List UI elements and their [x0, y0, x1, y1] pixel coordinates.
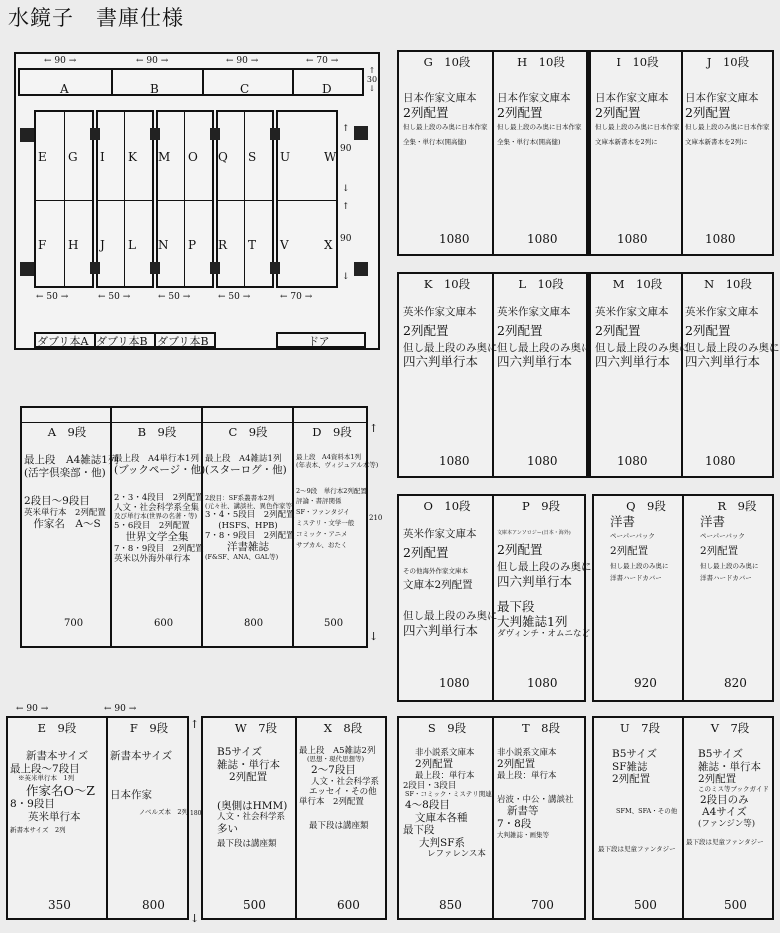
text-line: 8・9段目	[10, 797, 55, 810]
shelf-total: 800	[142, 898, 165, 912]
text-line: 但し最上段のみ奥に	[497, 341, 592, 354]
text-line: 岩波・中公・講談社	[497, 794, 574, 805]
fp-letter: K	[128, 150, 137, 164]
shelf-col-r	[700, 498, 774, 583]
fp-bottom-dim: ← 50 →	[98, 292, 131, 302]
text-line: 洋書ハードカバー	[700, 574, 752, 583]
text-line: B 9段	[137, 425, 177, 439]
shelf-total: 820	[724, 676, 747, 690]
fp-label-c: C	[240, 82, 250, 96]
text-line: 7・8・9段目 2列配置	[205, 530, 295, 541]
text-line: 最上段 A4雑誌1列	[24, 454, 119, 466]
text-line: 四六判単行本	[497, 573, 573, 589]
text-line: 2列配置	[415, 758, 454, 771]
fp-letter: X	[324, 238, 333, 252]
fp-bottom-dim: ← 50 →	[36, 292, 69, 302]
page-title: 水鏡子 書庫仕様	[8, 6, 184, 30]
text-line: 日本作家文庫本	[403, 92, 477, 104]
text-line: 文庫本各種	[415, 811, 468, 824]
fp-label-a: A	[60, 82, 69, 96]
shelf-total: 1080	[439, 454, 470, 468]
shelf-total: 1080	[439, 676, 470, 690]
text-line: P 9段	[521, 499, 561, 513]
shelf-total: 500	[724, 898, 747, 912]
text-line: 但し最上段のみ奥に	[403, 341, 498, 354]
text-line: ノベルズ本 2列	[138, 808, 188, 817]
text-line: S 9段	[427, 721, 467, 735]
text-line: 英米作家文庫本	[403, 306, 477, 318]
text-line: 2列配置	[685, 322, 731, 338]
text-line: 最下段は講座類	[217, 839, 277, 850]
text-line: 2列配置	[595, 322, 641, 338]
shelf-total: 850	[439, 898, 462, 912]
text-line: 四六判単行本	[403, 354, 479, 370]
shelf-total: 1080	[439, 232, 470, 246]
shelf-col-e	[10, 720, 104, 835]
shelf-col-t	[497, 720, 585, 840]
fp-rack-il	[96, 110, 154, 288]
fp-letter: W	[324, 150, 337, 164]
text-line: B5サイズ	[217, 746, 263, 758]
text-line: 単行本 2列配置	[299, 796, 364, 807]
shelf-total: 920	[634, 676, 657, 690]
text-line: G 10段	[423, 55, 471, 69]
text-line: 洋書	[610, 514, 636, 529]
text-line: T 8段	[522, 721, 560, 735]
shelf-group-kn	[397, 272, 780, 478]
text-line: 作家名 A〜S	[33, 517, 101, 530]
text-line: エッセイ・その他	[309, 786, 377, 797]
text-line: 2〜7段目	[311, 763, 356, 776]
text-line: コミック・アニメ	[296, 529, 348, 538]
text-line: 新書本サイズ	[110, 750, 173, 762]
text-line: 2〜9段 単行本2列配置	[296, 486, 367, 495]
text-line: L 10段	[518, 277, 564, 291]
text-line: (ブックページ・他)	[114, 464, 206, 477]
text-line: K 10段	[423, 277, 471, 291]
shelf-col-c	[205, 424, 295, 561]
text-line: 3・4・5段目 2列配置	[205, 510, 295, 521]
text-line: 2段目・3段目	[403, 780, 457, 791]
shelf-total: 1080	[705, 232, 736, 246]
text-line: 最上段：単行本	[415, 770, 475, 781]
text-line: 2段目：SF系叢書本2列	[205, 493, 275, 502]
text-line: 四六判単行本	[403, 622, 479, 638]
fp-label-b: B	[150, 82, 159, 96]
text-line: 洋書雑誌	[227, 540, 269, 553]
text-line: 日本作家文庫本	[685, 92, 759, 104]
text-line: Q 9段	[626, 499, 666, 513]
text-line: 四六判単行本	[595, 354, 671, 370]
text-line: 最上段：単行本	[497, 770, 557, 781]
text-line: 新書等	[507, 805, 539, 818]
text-line: 非小説系文庫本	[415, 748, 475, 758]
text-line: U 7段	[619, 721, 660, 735]
text-line: 2列配置	[700, 544, 739, 557]
text-line: 最上段 A4単行本1列	[114, 454, 199, 464]
shelf-total: 500	[324, 618, 344, 629]
fp-rack-ux	[276, 110, 338, 288]
fp-letter: V	[280, 238, 289, 252]
shelf-col-u	[598, 720, 682, 853]
shelf-group-wx	[201, 716, 387, 920]
shelf-col-l	[497, 276, 592, 370]
shelf-col-s	[403, 720, 491, 860]
text-line: (HSFS、HPB)	[218, 520, 278, 531]
text-line: 人文・社会科学系	[311, 776, 380, 787]
floorplan: ← 90 → ← 90 → ← 90 → ← 70 → ↑ 30 ↓ A B C D E G I K M O Q S U W F H J L N P R T V X ↑ 90 ↓ ↑ 90 ↓ ← 50 → ← 50 → ← 50 → ← 50 → ← 70 → ダブリ本A ダブリ本B ダブリ本B ドア	[14, 52, 380, 350]
text-line: 但し最上段のみ奥に	[700, 562, 759, 571]
ef-right-dim: 180	[190, 810, 202, 817]
text-line: 2段目のみ	[700, 793, 749, 806]
shelf-total: 1080	[527, 232, 558, 246]
text-line: 作家名O〜Z	[26, 782, 95, 798]
text-line: 最下段は児童ファンタジー	[686, 837, 764, 846]
text-line: F 9段	[129, 721, 169, 735]
shelf-total: 700	[64, 618, 84, 629]
text-line: 但し最上段のみ奥に	[403, 609, 498, 622]
text-line: 英米作家文庫本	[497, 306, 571, 318]
text-line: ダヴィンチ・オムニなど	[497, 628, 590, 639]
fp-bottom-dim: ← 50 →	[158, 292, 191, 302]
shelf-total: 800	[244, 618, 264, 629]
text-line: R 9段	[717, 499, 757, 513]
text-line: E 9段	[37, 721, 77, 735]
fp-letter: R	[218, 238, 228, 252]
ef-dim: ← 90 →	[104, 704, 137, 714]
fp-letter: S	[248, 150, 257, 164]
fp-dim-d: ← 70 →	[306, 56, 339, 66]
text-line: 英米以外海外単行本	[114, 553, 191, 564]
text-line: 最下段は講座類	[309, 821, 369, 832]
text-line: 世界文学全集	[125, 531, 189, 544]
shelf-col-b	[114, 424, 206, 564]
text-line: SF・コミック・ミステリ関連	[405, 790, 492, 799]
text-line: ペーパーバック	[700, 532, 745, 540]
fp-letter: J	[100, 238, 105, 252]
text-line: ミステリ・文学一般	[296, 518, 355, 527]
text-line: 最上段 A5雑誌2列	[299, 746, 376, 756]
text-line: 2列配置	[610, 544, 649, 557]
text-line: X 8段	[323, 721, 363, 735]
text-line: 最上段〜7段目	[10, 762, 80, 775]
text-line: 新書本サイズ	[26, 750, 89, 762]
text-line: B5サイズ	[612, 748, 658, 760]
text-line: N 10段	[704, 277, 752, 291]
fp-letter: T	[248, 238, 257, 252]
fp-side-dim: 90	[340, 144, 352, 154]
fp-letter: M	[158, 150, 171, 164]
fp-letter: P	[188, 238, 197, 252]
shelf-total: 1080	[527, 454, 558, 468]
shelf-total: 1080	[617, 454, 648, 468]
shelf-col-w	[217, 720, 295, 849]
text-line: 及び単行本(世界の名著・等)	[114, 512, 198, 521]
text-line: 文庫本2列配置	[403, 579, 473, 592]
text-line: 最下段は児童ファンタジー	[598, 844, 676, 853]
ef-dim: ← 90 →	[16, 704, 49, 714]
text-line: 全集・単行本(開高健)	[403, 138, 467, 147]
text-line: 2列配置	[403, 544, 449, 560]
fp-footer-label: ダブリ本B	[96, 335, 148, 348]
text-line: 7・8段	[497, 817, 532, 830]
fp-door-label: ドア	[308, 335, 330, 348]
shelf-total: 600	[337, 898, 360, 912]
shelf-col-h	[497, 54, 585, 147]
text-line: 英米作家文庫本	[595, 306, 669, 318]
fp-dim-c: ← 90 →	[226, 56, 259, 66]
shelf-col-x	[299, 720, 387, 831]
fp-letter: Q	[218, 150, 228, 164]
text-line: 但し最上段のみ奥に日本作家	[595, 122, 680, 131]
fp-dim-b: ← 90 →	[136, 56, 169, 66]
text-line: W 7段	[234, 721, 278, 735]
text-line: D 9段	[312, 425, 352, 439]
fp-dim-a: ← 90 →	[44, 56, 77, 66]
text-line: (元々社、講談社、異色作家等)	[205, 501, 295, 510]
text-line: 人文・社会科学系	[217, 812, 286, 823]
text-line: V 7段	[710, 721, 750, 735]
shelf-col-a	[24, 424, 119, 531]
text-line: 全集・単行本(開高健)	[497, 138, 561, 147]
text-line: 2列配置	[497, 104, 543, 120]
text-line: 2列配置	[698, 773, 737, 786]
text-line: 7・8・9段目 2列配置	[114, 543, 204, 554]
shelf-col-i	[595, 54, 680, 147]
text-line: 4〜8段目	[405, 798, 450, 811]
text-line: 但し最上段のみ奥に	[610, 562, 669, 571]
text-line: 雑誌・単行本	[698, 760, 761, 773]
text-line: 2列配置	[403, 104, 449, 120]
fp-bottom-dim: ← 70 →	[280, 292, 313, 302]
text-line: (年表本、ヴィジュアル本等)	[296, 460, 379, 469]
text-line: SF雑誌	[612, 760, 648, 773]
text-line: 日本作家	[110, 788, 152, 801]
text-line: 5・6段目 2列配置	[114, 520, 190, 531]
text-line: 大判SF系	[419, 836, 465, 849]
text-line: A 9段	[47, 425, 87, 439]
text-line: (スターログ・他)	[205, 464, 287, 477]
text-line: 2列配置	[685, 104, 731, 120]
shelf-col-q	[610, 498, 682, 583]
fp-footer-label: ダブリ本A	[37, 335, 89, 348]
text-line: 2・3・4段目 2列配置	[114, 492, 204, 503]
text-line: (奥側はHMM)	[217, 799, 288, 812]
shelf-group-gj	[397, 50, 774, 256]
fp-letter: U	[280, 150, 291, 164]
text-line: 文庫本新書本を2列に	[685, 138, 748, 147]
text-line: ※英米単行本 1列	[18, 774, 75, 783]
text-line: 但し最上段のみ奥に	[595, 341, 690, 354]
shelf-total: 700	[531, 898, 554, 912]
shelf-col-f	[110, 720, 188, 817]
shelf-col-m	[595, 276, 690, 370]
text-line: (ファンジン等)	[698, 818, 756, 829]
text-line: 2列配置	[497, 542, 543, 557]
text-line: H 10段	[517, 55, 565, 69]
text-line: 2列配置	[229, 771, 268, 784]
fp-rack-qt	[216, 110, 274, 288]
fp-bottom-dim: ← 50 →	[218, 292, 251, 302]
shelf-total: 600	[154, 618, 174, 629]
shelf-group-ef	[6, 716, 189, 920]
text-line: サブカル、おたく	[296, 540, 348, 549]
shelf-group-uv	[592, 716, 774, 920]
text-line: C 9段	[228, 425, 268, 439]
text-line: 評論・書評関係	[296, 497, 342, 506]
fp-rack-top	[18, 68, 364, 96]
text-line: 大判雑誌1列	[497, 613, 568, 629]
shelf-group-op	[397, 494, 592, 702]
text-line: 四六判単行本	[497, 354, 573, 370]
text-line: 非小説系文庫本	[497, 748, 557, 758]
text-line: 英米作家文庫本	[403, 528, 477, 540]
shelf-total: 1080	[527, 676, 558, 690]
fp-letter: L	[128, 238, 136, 252]
shelf-total: 500	[243, 898, 266, 912]
text-line: 四六判単行本	[685, 354, 761, 370]
text-line: 但し最上段のみ奥に	[497, 561, 592, 573]
fp-side-dim: 90	[340, 234, 352, 244]
text-line: 英米単行本	[28, 810, 81, 823]
shelf-col-p	[497, 498, 592, 639]
shelf-total: 1080	[705, 454, 736, 468]
text-line: 文庫本アンソロジー(日本・海外)	[497, 530, 571, 536]
text-line: (F&SF、ANA、GAL等)	[205, 552, 279, 561]
shelf-col-o	[403, 498, 498, 638]
text-line: 最下段	[497, 598, 535, 614]
text-line: J 10段	[706, 55, 750, 69]
text-line: 日本作家文庫本	[595, 92, 669, 104]
text-line: SF・ファンタジイ	[296, 508, 350, 517]
fp-letter: I	[100, 150, 105, 164]
text-line: 洋書ハードカバー	[610, 574, 662, 583]
text-line: A4サイズ	[702, 806, 747, 819]
text-line: (活字倶楽部・他)	[24, 466, 106, 479]
text-line: 人文・社会科学系全集	[114, 502, 200, 513]
text-line: 大判雑誌・画集等	[497, 831, 549, 840]
fp-letter: F	[38, 238, 47, 252]
shelf-group-st	[397, 716, 586, 920]
shelf-total: 1080	[617, 232, 648, 246]
text-line: 最下段	[403, 824, 435, 837]
shelf-total: 500	[634, 898, 657, 912]
text-line: その他海外作家文庫本	[403, 566, 468, 575]
text-line: ペーパーバック	[610, 532, 655, 540]
text-line: I 10段	[616, 55, 659, 69]
text-line: 2列配置	[612, 773, 651, 786]
text-line: 但し最上段のみ奥に日本作家	[685, 122, 770, 131]
shelf-total: 350	[48, 898, 71, 912]
fp-letter: N	[158, 238, 169, 252]
text-line: 最上段 A4雑誌1列	[205, 454, 282, 464]
fp-footer-label: ダブリ本B	[157, 335, 209, 348]
text-line: 2列配置	[497, 758, 536, 771]
text-line: B5サイズ	[698, 748, 744, 760]
fp-letter: G	[68, 150, 78, 164]
text-line: M 10段	[612, 277, 663, 291]
text-line: 但し最上段のみ奥に日本作家	[403, 122, 488, 131]
text-line: 新書本サイズ 2列	[10, 826, 66, 835]
text-line: 2段目〜9段目	[24, 495, 90, 508]
text-line: 英米作家文庫本	[685, 306, 759, 318]
text-line: 但し最上段のみ奥に日本作家	[497, 122, 582, 131]
shelf-col-n	[685, 276, 780, 370]
text-line: 2列配置	[403, 322, 449, 338]
text-line: 洋書	[700, 514, 726, 529]
text-line: 英米単行本 2列配置	[24, 507, 106, 518]
fp-right-dim: ↑ 30 ↓	[366, 66, 378, 94]
text-line: 但し最上段のみ奥に	[685, 341, 780, 354]
text-line: このミス等ブックガイド	[698, 784, 769, 793]
text-line: 文庫本新書本を2列に	[595, 138, 658, 147]
text-line: 日本作家文庫本	[497, 92, 571, 104]
text-line: 雑誌・単行本	[217, 758, 280, 771]
text-line: O 10段	[423, 499, 471, 513]
fp-rack-mp	[156, 110, 214, 288]
text-line: 多い	[217, 822, 238, 835]
shelf-col-g	[403, 54, 491, 147]
text-line: 2列配置	[497, 322, 543, 338]
text-line: SFM、SFA・その他	[616, 806, 678, 815]
fp-label-d: D	[322, 82, 332, 96]
fp-letter: H	[68, 238, 79, 252]
text-line: レファレンス本	[427, 849, 486, 860]
shelf-col-v	[686, 720, 774, 847]
text-line: (思想・現代思想等)	[307, 755, 365, 764]
text-line: 2列配置	[595, 104, 641, 120]
shelf-col-j	[685, 54, 771, 147]
text-line: 最上段 A4資料本1列	[296, 453, 361, 461]
shelf-col-k	[403, 276, 498, 370]
ad-right-dim: 210	[369, 514, 383, 522]
fp-letter: E	[38, 150, 47, 164]
shelf-group-qr	[592, 494, 774, 702]
fp-letter: O	[188, 150, 198, 164]
